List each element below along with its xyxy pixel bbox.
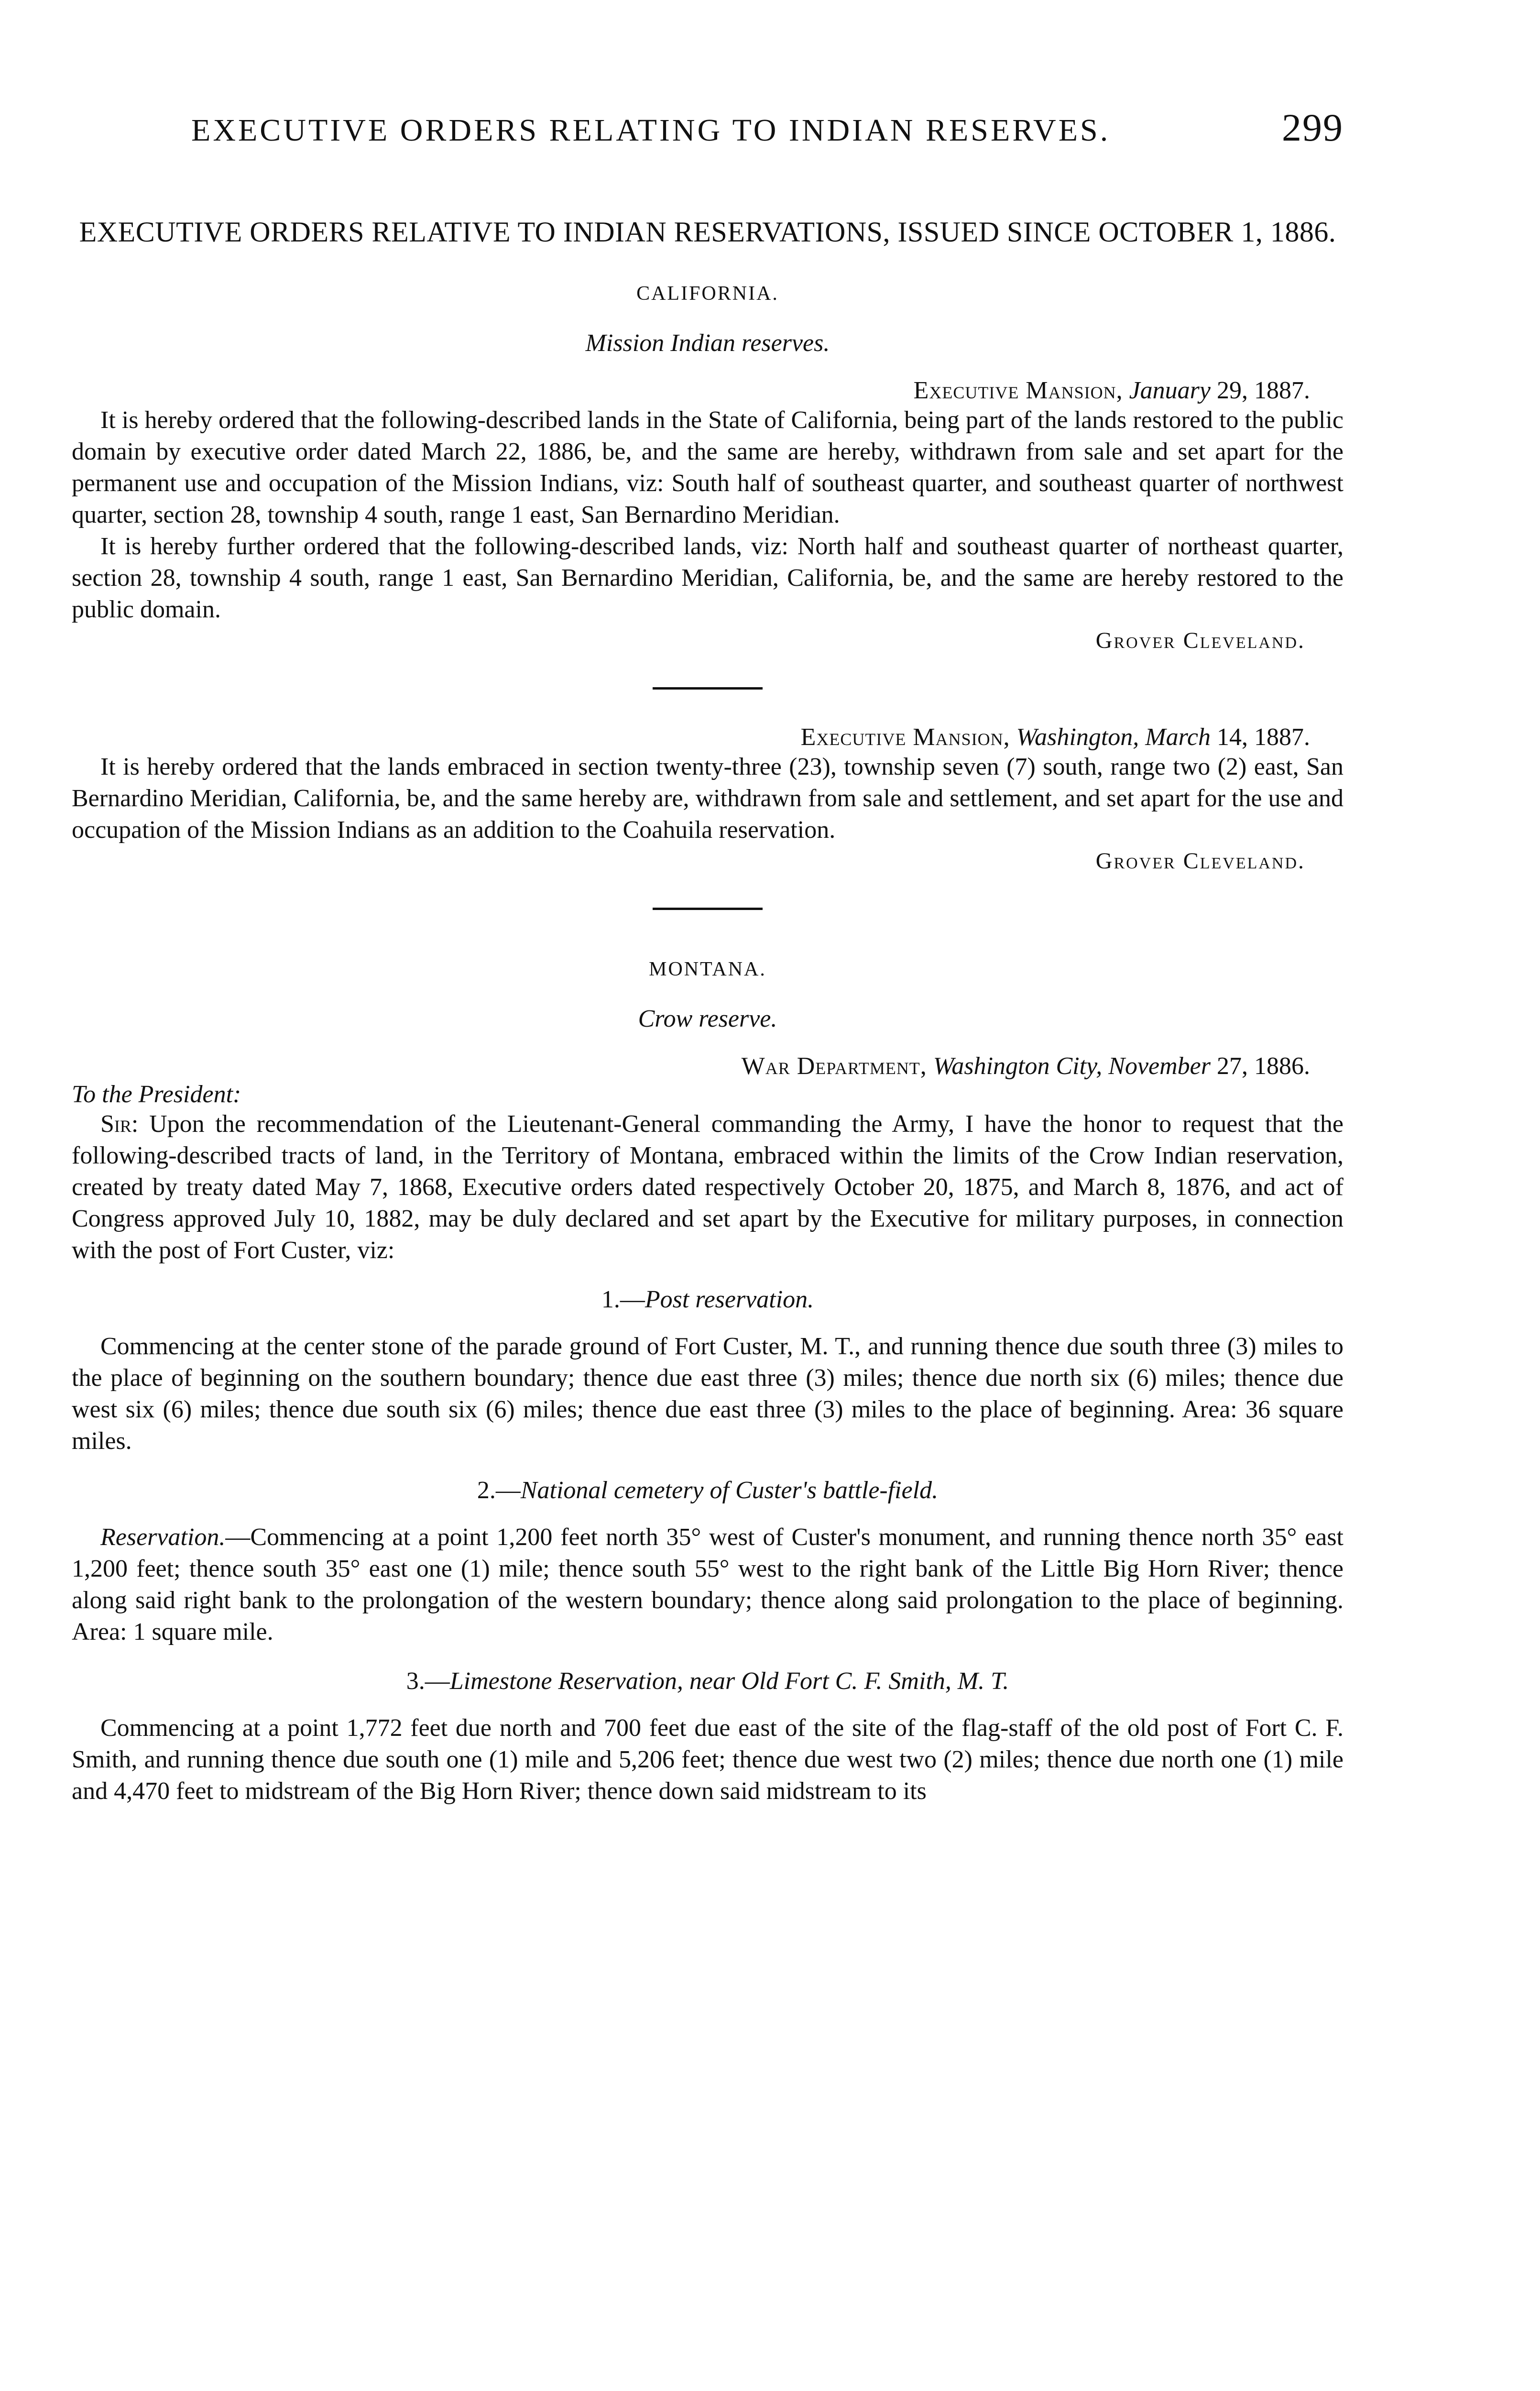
item-title: Limestone Reservation, near Old Fort C. F. Smith, M. T. <box>449 1667 1009 1695</box>
dateline-date: Washington City, November <box>933 1053 1211 1080</box>
dateline-rest: 14, 1887. <box>1217 724 1310 751</box>
item-heading-3 <box>72 1667 1343 1695</box>
letter-paragraph-text: Upon the recommendation of the Lieutenant-General commanding the Army, I have the honor to request that the following-described tracts of land, in the Territory of Montana, embraced within the limits of the Crow Indian reservation, created by treaty dated May 7, 1868, Executive orders dated respectively October 20, 1875, and March 8, 1876, and act of Congress approved July 10, 1882, may be duly declared and set apart by the Executive for military purposes, in connection with the post of Fort Custer, viz: <box>72 1110 1343 1264</box>
salutation-sir: Sir: <box>100 1110 139 1138</box>
dateline-date: January <box>1129 377 1211 404</box>
subheading-crow-reserve: Crow reserve. <box>638 1005 777 1032</box>
signature-order-1: Grover Cleveland. <box>1095 628 1305 653</box>
signature-order-2: Grover Cleveland. <box>1095 848 1305 874</box>
salutation: To the President: <box>72 1081 241 1108</box>
order-1-paragraph-2: It is hereby further ordered that the following-described lands, viz: North half and southeast quarter of northeast quarter, section 28, township 4 south, range 1 east, San Bernardino Meridian, California, be, and the same are hereby restored to the public domain. <box>72 533 1343 623</box>
dateline-place: War Department, <box>741 1053 927 1080</box>
item-2-lead: Reservation. <box>100 1524 226 1551</box>
main-title: EXECUTIVE ORDERS RELATIVE TO INDIAN RESERVATIONS, ISSUED SINCE OCTOBER 1, 1886. <box>79 216 1336 248</box>
dateline-order-2 <box>72 723 1310 751</box>
subheading-mission-indian-reserves: Mission Indian reserves. <box>585 329 830 357</box>
dateline-place: Executive Mansion, <box>913 377 1123 404</box>
item-title: National cemetery of Custer's battle-field. <box>520 1477 939 1504</box>
dateline-letter <box>72 1052 1310 1080</box>
item-heading-2 <box>72 1476 1343 1504</box>
running-head-title: EXECUTIVE ORDERS RELATING TO INDIAN RESERVES. <box>191 113 1111 148</box>
item-2-body: —Commencing at a point 1,200 feet north 35° west of Custer's monument, and running thence north 35° east 1,200 feet; thence south 35° east one (1) mile; thence south 55° west to the right bank of the Little Big Horn River; thence along said right bank to the prolongation of the western boundary; thence along said prolongation to the place of beginning. Area: 1 square mile. <box>72 1524 1343 1645</box>
state-heading-montana: MONTANA. <box>649 958 766 980</box>
state-heading-california: CALIFORNIA. <box>636 283 779 305</box>
letter-paragraph-1 <box>72 1108 1343 1266</box>
dateline-order-1 <box>72 376 1310 405</box>
item-1-text: Commencing at the center stone of the parade ground of Fort Custer, M. T., and running thence due south three (3) miles to the place of beginning on the southern boundary; thence due east three (3) miles; thence due north six (6) miles; thence due west six (6) miles; thence due south six (6) miles; thence due east three (3) miles to the place of beginning. Area: 36 square miles. <box>72 1333 1343 1455</box>
item-3-text: Commencing at a point 1,772 feet due north and 700 feet due east of the site of the flag-staff of the old post of Fort C. F. Smith, and running thence due south one (1) mile and 5,206 feet; thence due west two (2) miles; thence due north one (1) mile and 4,470 feet to midstream of the Big Horn River; thence down said midstream to its <box>72 1714 1343 1805</box>
item-number: 1.— <box>601 1286 645 1313</box>
running-head <box>191 105 1343 158</box>
dateline-date: Washington, March <box>1016 724 1211 751</box>
document-page <box>72 105 1343 2391</box>
dateline-place: Executive Mansion, <box>800 724 1010 751</box>
order-1-paragraph-1: It is hereby ordered that the following-described lands in the State of California, being part of the lands restored to the public domain by executive order dated March 22, 1886, be, and the same are hereby, withdrawn from sale and set apart for the permanent use and occupation of the Mission Indians, viz: South half of southeast quarter, and southeast quarter of northwest quarter, section 28, township 4 south, range 1 east, San Bernardino Meridian. <box>72 406 1343 528</box>
dateline-rest: 29, 1887. <box>1217 377 1310 404</box>
dateline-rest: 27, 1886. <box>1217 1053 1310 1080</box>
item-number: 2.— <box>477 1477 521 1504</box>
item-number: 3.— <box>406 1667 450 1695</box>
item-2-text <box>72 1522 1343 1648</box>
item-heading-1 <box>72 1285 1343 1314</box>
page-number: 299 <box>1282 106 1343 149</box>
order-2-paragraph-1: It is hereby ordered that the lands embraced in section twenty-three (23), township seven (7) south, range two (2) east, San Bernardino Meridian, California, be, and the same hereby are, withdrawn from sale and settlement, and set apart for the use and occupation of the Mission Indians as an addition to the Coahuila reservation. <box>72 753 1343 844</box>
item-title: Post reservation. <box>644 1286 814 1313</box>
